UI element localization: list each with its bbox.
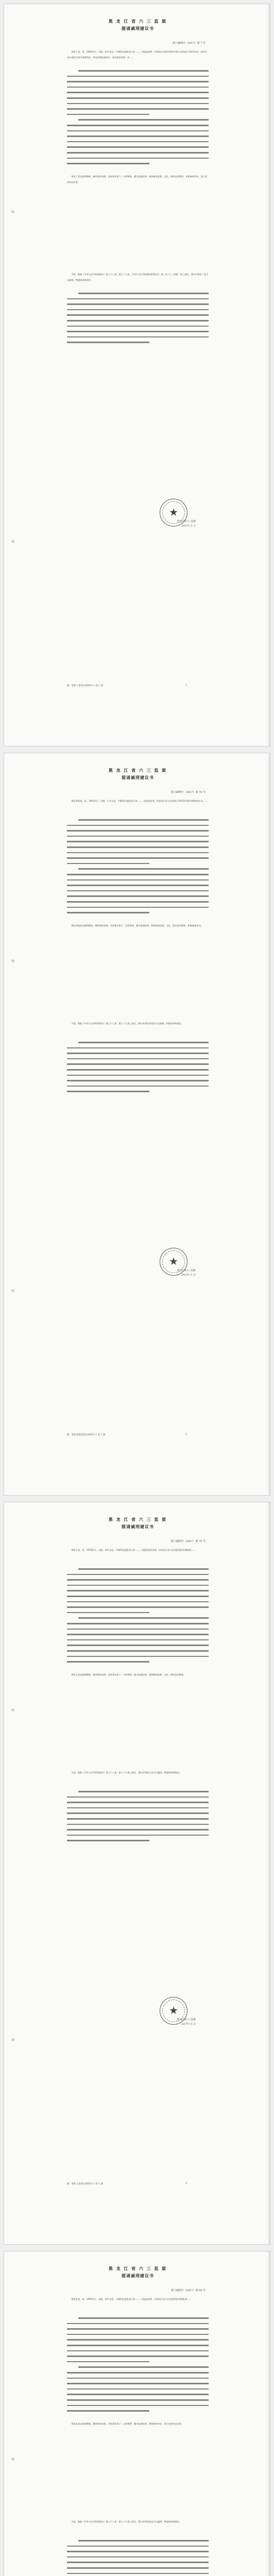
text-line — [67, 81, 209, 82]
text-line — [67, 1606, 209, 1608]
text-line — [67, 1840, 149, 1841]
document-number: 黑六减刑字（2017）第 79 号 — [170, 1540, 206, 1543]
text-line — [67, 92, 209, 93]
text-line — [67, 1629, 209, 1630]
text-line — [67, 879, 209, 881]
scanned-text-lines — [67, 1791, 209, 1845]
text-line — [78, 868, 209, 870]
text-line — [67, 2562, 209, 2563]
page-number: 2 — [185, 1433, 187, 1436]
punch-hole — [11, 1708, 14, 1711]
text-line — [67, 1080, 209, 1081]
document-header — [67, 19, 209, 31]
text-line — [67, 1601, 209, 1603]
text-line — [67, 125, 209, 126]
text-line — [78, 2540, 209, 2541]
text-line — [67, 1634, 209, 1635]
page-edge-shadow — [268, 1502, 270, 2244]
issuer-name: 黑 龙 江 省 六 三 监 狱 — [108, 768, 167, 773]
official-seal — [160, 499, 187, 527]
attachment-note: 附：罪犯丁某卷宗材料共 1 卷 1 册 — [67, 685, 103, 687]
text-line — [67, 331, 209, 332]
body-paragraph: 为此，根据《中华人民共和国刑法》第七十八条、第七十九条之规定，建议对罪犯王某予以减刑。特提请审核裁定。 — [71, 1771, 181, 1774]
scanned-text-lines — [67, 1568, 209, 1667]
text-line — [67, 1812, 209, 1814]
punch-hole — [11, 540, 14, 543]
text-line — [67, 857, 209, 859]
text-line — [67, 2323, 209, 2325]
text-line — [67, 895, 209, 897]
page-content — [67, 4, 209, 746]
punch-hole — [11, 959, 14, 962]
text-line — [67, 852, 209, 854]
attachment-note: 附：罪犯刘某某卷宗材料共 1 卷 1 册 — [67, 1434, 106, 1436]
star-icon: ★ — [169, 2004, 178, 2016]
text-line — [78, 2366, 209, 2368]
signature-line: 2017年 月 日 — [181, 525, 196, 528]
text-line — [67, 152, 209, 154]
text-line — [67, 2378, 209, 2379]
scanned-text-lines — [67, 2317, 209, 2416]
text-line — [67, 912, 149, 913]
page-edge-shadow — [268, 753, 270, 1495]
signature-line: 2017年 月 日 — [181, 2023, 196, 2026]
text-line — [67, 1656, 209, 1657]
text-line — [78, 70, 209, 72]
text-line — [67, 2399, 209, 2401]
text-line — [67, 342, 149, 343]
body-paragraph: 罪犯刘某某，男，1981年生，汉族，小学文化，户籍所在地黑龙江省……。因犯抢劫罪，经黑龙江省人民法院于2015年判处有期徒刑五年…… — [71, 800, 208, 802]
text-line — [67, 2328, 209, 2330]
scanned-text-lines — [67, 2540, 209, 2576]
document-header — [67, 2266, 209, 2279]
text-line — [67, 2355, 209, 2357]
text-line — [67, 1650, 209, 1652]
document-title: 提请减刑建议书 — [122, 2273, 154, 2278]
text-line — [67, 1824, 209, 1825]
document-number: 黑六减刑字（2017）第 80 号 — [170, 2289, 206, 2292]
text-line — [67, 1835, 209, 1836]
text-line — [67, 1623, 209, 1624]
attachment-note: 附：罪犯王某卷宗材料共 1 卷 1 册 — [67, 2183, 103, 2185]
text-line — [67, 836, 209, 837]
document-title: 提请减刑建议书 — [122, 1524, 154, 1529]
text-line — [67, 2339, 209, 2341]
text-line — [67, 1069, 209, 1071]
text-line — [67, 825, 209, 826]
text-line — [67, 97, 209, 99]
text-line — [67, 1579, 209, 1581]
text-line — [67, 303, 209, 305]
text-line — [67, 2334, 209, 2335]
text-line — [67, 1612, 149, 1614]
text-line — [67, 901, 209, 903]
text-line — [67, 1047, 209, 1049]
text-line — [67, 2410, 149, 2412]
text-line — [78, 293, 209, 294]
text-line — [67, 309, 209, 311]
body-paragraph: 罪犯丁某，男，1986年生，汉族，初中文化，户籍所在地黑龙江省……。因犯盗窃罪，经黑龙江省哈尔滨市中级人民法院于2013年以（2013）黑中刑初字第号刑事判决，判处有期徒刑四年，剥夺政治权利一年…… — [67, 50, 209, 59]
text-line — [67, 874, 209, 875]
text-line — [67, 135, 209, 137]
text-line — [67, 87, 209, 88]
text-line — [78, 1617, 209, 1619]
text-line — [67, 863, 149, 865]
body-paragraph: 为此，根据《中华人民共和国刑法》第七十八条、第七十九条之规定，建议对罪犯张某予以减刑。特提请审核裁定。 — [71, 2520, 181, 2523]
body-paragraph: 为此，根据《中华人民共和国刑法》第七十八条、第七十九条，《中华人民共和国刑事诉讼法》第二百六十二条第二款之规定，建议对罪犯丁某予以减刑。特提请审核裁定。 — [67, 273, 209, 281]
text-line — [67, 103, 209, 105]
text-line — [67, 2551, 209, 2552]
text-line — [67, 141, 209, 143]
text-line — [67, 885, 209, 886]
punch-hole — [11, 1289, 14, 1292]
body-paragraph: 罪犯张某，男，1990年生，汉族，初中文化，户籍所在地黑龙江省……。因犯盗窃罪，经黑龙江省人民法院判处有期徒刑…… — [71, 2298, 191, 2300]
official-seal — [160, 1248, 187, 1276]
signature-line: 2017年 月 日 — [181, 1274, 196, 1277]
signature-line: 黑龙江省六三监狱 — [177, 520, 196, 523]
scanned-text-lines — [67, 293, 209, 347]
text-line — [67, 830, 209, 832]
text-line — [67, 846, 209, 848]
text-line — [67, 320, 209, 321]
text-line — [67, 1585, 209, 1586]
body-paragraph: 罪犯张某在服刑期间，确有悔改表现，具体事实如下：认罪悔罪，遵守监规纪律，积极参加劳动，努力完成劳动任务。 — [71, 2422, 184, 2425]
text-line — [67, 298, 209, 300]
page-content — [67, 2251, 209, 2576]
text-line — [67, 1091, 149, 1092]
text-line — [67, 2405, 209, 2406]
signature-line: 黑龙江省六三监狱 — [177, 1269, 196, 1272]
text-line — [67, 1590, 209, 1591]
text-line — [67, 1063, 209, 1065]
document-number: 黑六减刑字（2017）第 7 号 — [172, 42, 206, 45]
scanned-text-lines — [67, 70, 209, 168]
text-line — [67, 2345, 209, 2346]
scanned-text-lines — [67, 1042, 209, 1096]
text-line — [78, 119, 209, 121]
text-line — [67, 76, 209, 77]
text-line — [67, 314, 209, 316]
document-header — [67, 768, 209, 781]
page-number: 3 — [185, 2182, 187, 2185]
text-line — [67, 2394, 209, 2395]
text-line — [67, 2361, 149, 2363]
text-line — [67, 1639, 209, 1641]
text-line — [67, 1807, 209, 1809]
page-content — [67, 753, 209, 1495]
punch-hole — [11, 2038, 14, 2041]
text-line — [67, 2573, 209, 2574]
text-line — [67, 2567, 209, 2569]
star-icon: ★ — [169, 506, 178, 518]
body-paragraph: 为此，根据《中华人民共和国刑法》第七十八条、第七十九条之规定，建议对罪犯刘某某予以减刑。特提请审核裁定。 — [71, 1022, 184, 1025]
text-line — [67, 130, 209, 132]
text-line — [67, 1086, 209, 1087]
text-line — [67, 2546, 209, 2547]
text-line — [67, 1661, 149, 1663]
star-icon: ★ — [169, 1255, 178, 1267]
text-line — [67, 336, 209, 338]
text-line — [67, 1829, 209, 1831]
text-line — [67, 1596, 209, 1597]
text-line — [78, 1042, 209, 1043]
text-line — [67, 158, 209, 159]
text-line — [67, 1058, 209, 1060]
text-line — [67, 108, 209, 110]
text-line — [67, 1818, 209, 1820]
text-line — [78, 2317, 209, 2319]
official-seal — [160, 1997, 187, 2025]
text-line — [67, 1797, 209, 1798]
body-paragraph: 罪犯王某在服刑期间，确有悔改表现，具体事实如下：认罪悔罪，遵守监规纪律，积极参加思想、文化、职业技术教育。 — [71, 1673, 186, 1676]
text-line — [67, 114, 149, 115]
document-number: 黑六减刑字（2017）第 78 号 — [170, 791, 206, 794]
issuer-name: 黑 龙 江 省 六 三 监 狱 — [108, 2266, 167, 2271]
text-line — [67, 1645, 209, 1646]
page-number: 1 — [185, 684, 187, 687]
text-line — [67, 326, 209, 327]
scanned-text-lines — [67, 819, 209, 918]
document-header — [67, 1517, 209, 1530]
text-line — [67, 146, 209, 148]
text-line — [67, 2556, 209, 2558]
text-line — [67, 2350, 209, 2352]
text-line — [67, 1075, 209, 1076]
signature-line: 黑龙江省六三监狱 — [177, 2019, 196, 2021]
page-edge-shadow — [268, 4, 270, 746]
document-page — [4, 4, 270, 746]
document-page — [4, 1502, 270, 2244]
text-line — [67, 2372, 209, 2374]
page-content — [67, 1502, 209, 2244]
document-page — [4, 753, 270, 1495]
text-line — [67, 907, 209, 908]
issuer-name: 黑 龙 江 省 六 三 监 狱 — [108, 19, 167, 24]
text-line — [67, 1574, 209, 1575]
page-edge-shadow — [268, 2251, 270, 2576]
issuer-name: 黑 龙 江 省 六 三 监 狱 — [108, 1517, 167, 1522]
text-line — [67, 890, 209, 892]
document-title: 提请减刑建议书 — [122, 26, 154, 31]
document-title: 提请减刑建议书 — [122, 775, 154, 780]
text-line — [67, 841, 209, 842]
body-paragraph: 罪犯王某，男，1978年生，汉族，初中文化，户籍所在地黑龙江省……。因犯故意伤害罪，经黑龙江省人民法院判处有期徒刑…… — [71, 1549, 196, 1551]
body-paragraph: 罪犯丁某在服刑期间，确有悔改表现，具体事实如下：认罪悔罪，遵守监规纪律，积极参加思想、文化、职业技术教育，积极参加劳动，努力完成劳动任务。 — [67, 175, 208, 183]
text-line — [78, 1791, 209, 1792]
text-line — [67, 1802, 209, 1803]
text-line — [78, 819, 209, 821]
text-line — [67, 163, 149, 164]
text-line — [78, 1568, 209, 1570]
document-page — [4, 2251, 270, 2576]
body-paragraph: 罪犯刘某某在服刑期间，确有悔改表现，具体事实如下：认罪悔罪，遵守监规纪律，积极参加思想、文化、职业技术教育，积极参加劳动。 — [71, 924, 203, 927]
text-line — [67, 2383, 209, 2384]
punch-hole — [11, 2458, 14, 2461]
text-line — [67, 1053, 209, 1054]
text-line — [67, 2388, 209, 2390]
punch-hole — [11, 210, 14, 213]
